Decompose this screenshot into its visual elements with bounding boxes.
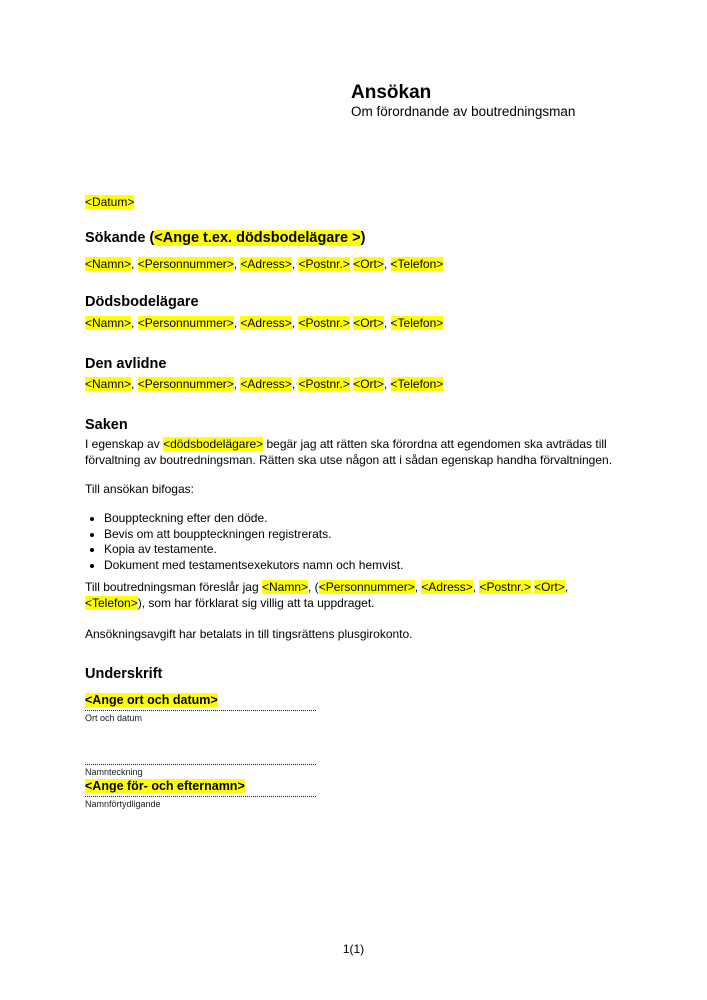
text-run: ), som har förklarat sig villig att ta uppdraget.: [137, 595, 375, 610]
attachments-intro: Till ansökan bifogas:: [85, 482, 194, 496]
place-date-placeholder-field: <Ange ort och datum>: [85, 693, 218, 707]
placeholder-field: <Postnr.>: [298, 257, 350, 271]
text-run: begär jag att rätten ska förordna att egendomen ska avträdas till förvaltning av boutredningsman. Rätten ska utse någon att i sådan egenskap handha förvaltningen.: [85, 437, 613, 467]
document-header: [351, 82, 575, 120]
signature-place-date-block: [85, 693, 316, 724]
signature-namnteckning-line: [85, 747, 316, 765]
estate-owner-details-line: [85, 316, 443, 332]
placeholder-field: <Namn>: [261, 580, 309, 594]
placeholder-field: <Personnummer>: [137, 316, 234, 330]
text-run: ,: [291, 257, 299, 271]
placeholder-field: <Namn>: [85, 257, 132, 271]
text-run: ,: [233, 377, 241, 391]
placeholder-field: <Ort>: [353, 316, 384, 330]
placeholder-field: <Ort>: [353, 377, 384, 391]
section-heading-dodsbodelagare: Dödsbodelägare: [85, 294, 199, 310]
text-run: ,: [564, 580, 569, 594]
placeholder-field: <Personnummer>: [137, 257, 234, 271]
text-run: Till boutredningsman föreslår jag: [85, 580, 262, 594]
placeholder-field: <Postnr.>: [479, 580, 531, 594]
text-run: ,: [414, 580, 422, 594]
placeholder-field: <Telefon>: [390, 316, 444, 330]
placeholder-field: <Ort>: [353, 257, 384, 271]
placeholder-field: <Adress>: [240, 377, 292, 391]
caption-namnteckning: Namnteckning: [85, 767, 143, 777]
text-run: , (: [308, 580, 319, 594]
text-run: ,: [383, 377, 391, 391]
saken-paragraph: [85, 437, 622, 468]
section-heading-saken: Saken: [85, 417, 128, 433]
text-run: ,: [233, 316, 241, 330]
attachment-item: • Kopia av testamente.: [104, 542, 403, 558]
deceased-details-line: [85, 377, 443, 393]
text-run: I egenskap av: [85, 437, 164, 451]
placeholder-field: <Namn>: [85, 316, 132, 330]
signature-name-line: [85, 779, 316, 797]
applicant-details-line: [85, 257, 443, 273]
text-run: ,: [131, 316, 138, 330]
signature-namnteckning-block: [85, 747, 316, 778]
caption-ort-och-datum: Ort och datum: [85, 713, 143, 723]
proposal-paragraph: [85, 580, 622, 611]
text-run: ,: [291, 377, 299, 391]
placeholder-field: <Namn>: [85, 377, 132, 391]
placeholder-field: <Telefon>: [390, 257, 444, 271]
placeholder-field: <Adress>: [240, 257, 292, 271]
signature-place-date-line: [85, 693, 316, 711]
placeholder-field: <Personnummer>: [137, 377, 234, 391]
name-placeholder-field: <Ange för- och efternamn>: [85, 779, 245, 793]
attachment-item: • Bevis om att bouppteckningen registrerats.: [104, 527, 403, 543]
placeholder-field: <Telefon>: [85, 595, 138, 610]
document-title: Ansökan: [351, 82, 432, 103]
placeholder-field: <Ange t.ex. dödsbodelägare >: [154, 230, 361, 246]
attachment-item: • Bouppteckning efter den döde.: [104, 511, 403, 527]
placeholder-field: <Postnr.>: [298, 316, 350, 330]
placeholder-field: <Telefon>: [390, 377, 444, 391]
placeholder-field: <Postnr.>: [298, 377, 350, 391]
text-run: ,: [131, 377, 138, 391]
text-run: ,: [131, 257, 138, 271]
text-run: ,: [383, 316, 391, 330]
section-heading-den-avlidne: Den avlidne: [85, 356, 167, 372]
page-number: 1(1): [342, 942, 365, 956]
text-run: ,: [233, 257, 241, 271]
placeholder-field: <Adress>: [421, 580, 473, 594]
section-heading-sokande: [85, 230, 365, 247]
placeholder-field: <Ort>: [534, 580, 565, 594]
attachment-item: • Dokument med testamentsexekutors namn och hemvist.: [104, 558, 403, 574]
text-run: ): [360, 230, 366, 246]
placeholder-field: <Adress>: [240, 316, 292, 330]
fee-note: Ansökningsavgift har betalats in till tingsrättens plusgirokonto.: [85, 627, 413, 641]
attachments-list: [85, 511, 403, 573]
text-run: Sökande (: [85, 230, 155, 246]
text-run: ,: [383, 257, 391, 271]
date-line: [85, 195, 134, 211]
section-heading-underskrift: Underskrift: [85, 666, 163, 682]
text-run: ,: [472, 580, 480, 594]
text-run: ,: [291, 316, 299, 330]
document-subtitle: Om förordnande av boutredningsman: [351, 104, 576, 119]
placeholder-field: <dödsbodelägare>: [163, 437, 264, 451]
date-placeholder-field: <Datum>: [85, 195, 135, 209]
placeholder-field: <Personnummer>: [318, 580, 415, 594]
signature-name-block: [85, 779, 316, 810]
caption-namnfortydligande: Namnförtydligande: [85, 799, 161, 809]
